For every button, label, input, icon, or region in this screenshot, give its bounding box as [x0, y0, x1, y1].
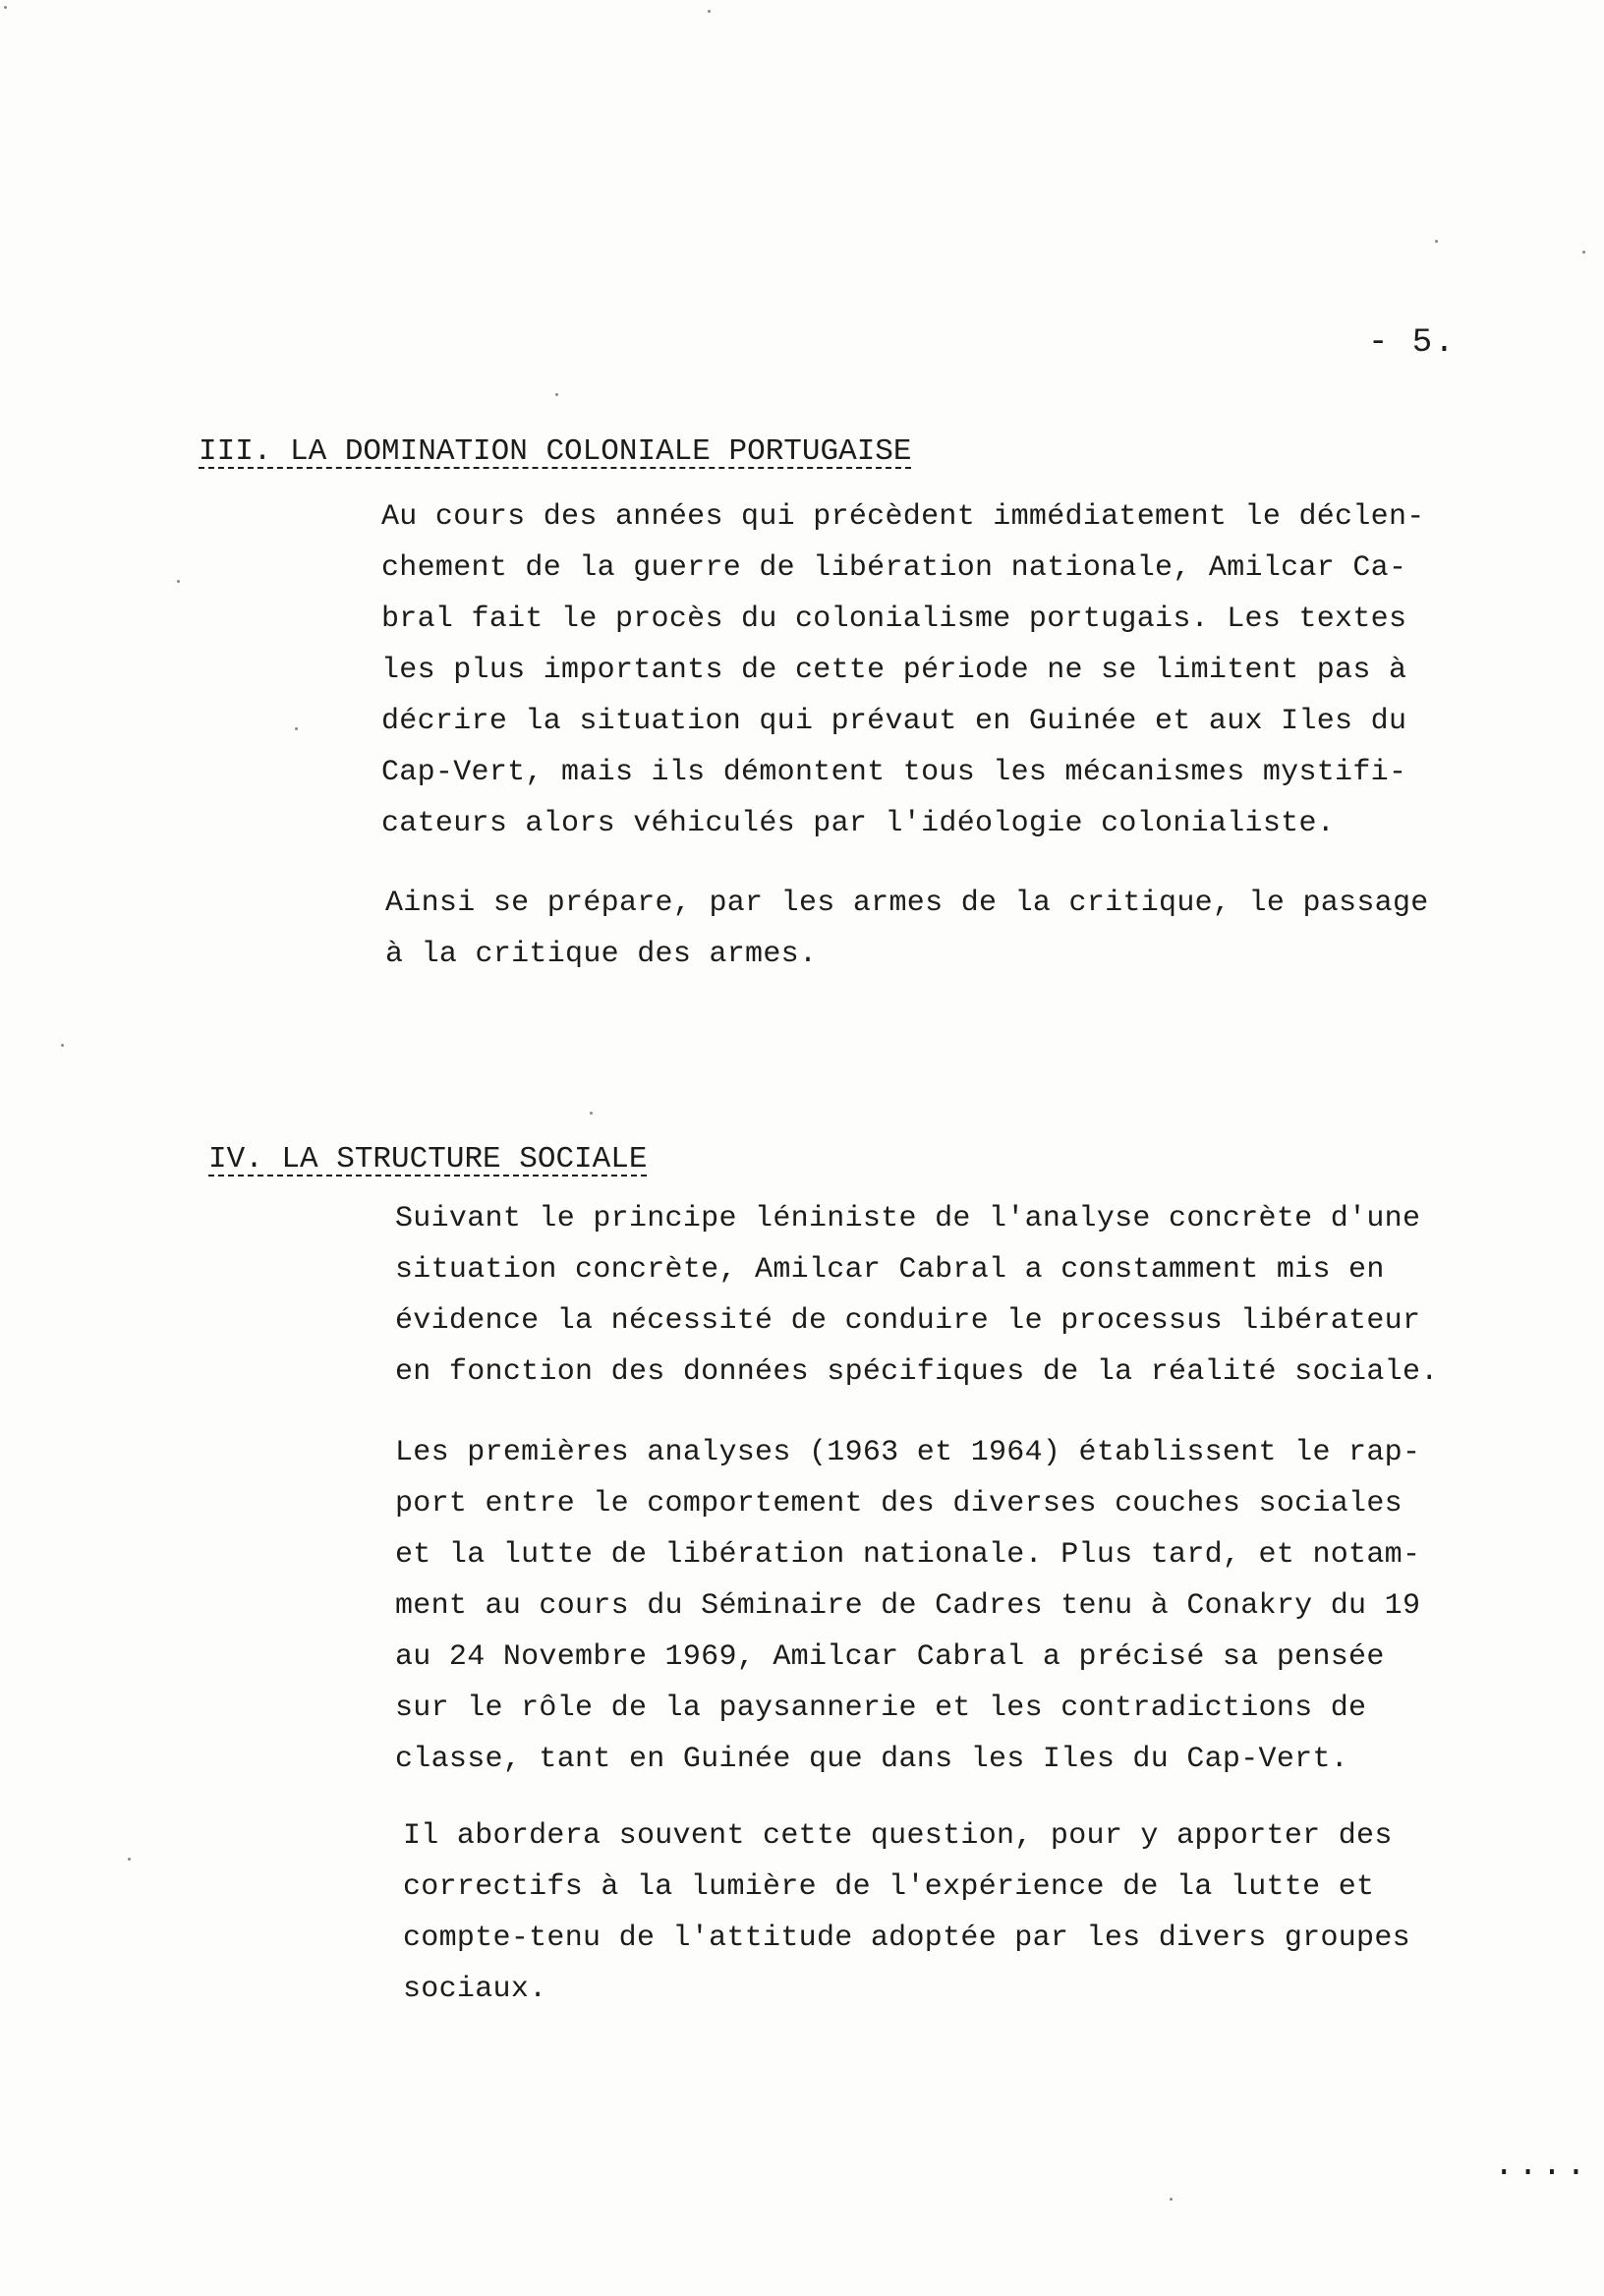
scan-speck [4, 6, 7, 9]
scan-speck [177, 580, 180, 583]
scan-speck [295, 727, 298, 730]
scan-speck [555, 393, 558, 396]
paragraph-cette-question: Il abordera souvent cette question, pour y apporter des correctifs à la lumière de l'expérience de la lutte et compte-tenu de l'attitude adoptée par les divers groupes sociaux. [403, 1819, 1410, 2006]
page-number: - 5. [1368, 324, 1457, 362]
scan-speck [61, 1044, 64, 1047]
paragraph-premieres-analyses: Les premières analyses (1963 et 1964) établissent le rap- port entre le comportement des diverses couches sociales et la lutte de libération nationale. Plus tard, et notam- ment au cours du Séminaire de Cadres tenu à Conakry du 19 au 24 Novembre 1969, Amilcar Cabral a précisé sa pensée sur le rôle de la paysannerie et les contradictions de classe, tant en Guinée que dans les Iles du Cap-Vert. [395, 1436, 1421, 1776]
paragraph-principe-leniniste: Suivant le principe léniniste de l'analyse concrète d'une situation concrète, Amilcar Cabral a constamment mis en évidence la nécessité de conduire le processus libérateur en fonction des données spécifiques de la réalité sociale. [395, 1202, 1439, 1389]
scan-speck [1170, 2198, 1173, 2201]
continuation-dots: .... [1494, 2148, 1590, 2185]
scan-speck [708, 10, 711, 13]
scan-speck [1435, 240, 1438, 243]
section-heading-domination-coloniale: III. LA DOMINATION COLONIALE PORTUGAISE [199, 434, 912, 469]
scan-speck [590, 1112, 593, 1115]
section-heading-structure-sociale: IV. LA STRUCTURE SOCIALE [208, 1142, 648, 1177]
scan-speck [128, 1858, 131, 1861]
paragraph-critique-des-armes: Ainsi se prépare, par les armes de la critique, le passage à la critique des armes. [385, 887, 1429, 971]
scan-speck [1582, 251, 1585, 254]
paragraph-proces-colonialisme: Au cours des années qui précèdent immédiatement le déclen- chement de la guerre de libération nationale, Amilcar Ca- bral fait le procès du colonialisme portugais. Les textes les plus importants de cette période ne se limitent pas à décrire la situation qui prévaut en Guinée et aux Iles du Cap-Vert, mais ils démontent tous les mécanismes mystifi- cateurs alors véhiculés par l'idéologie colonialiste. [381, 500, 1425, 840]
